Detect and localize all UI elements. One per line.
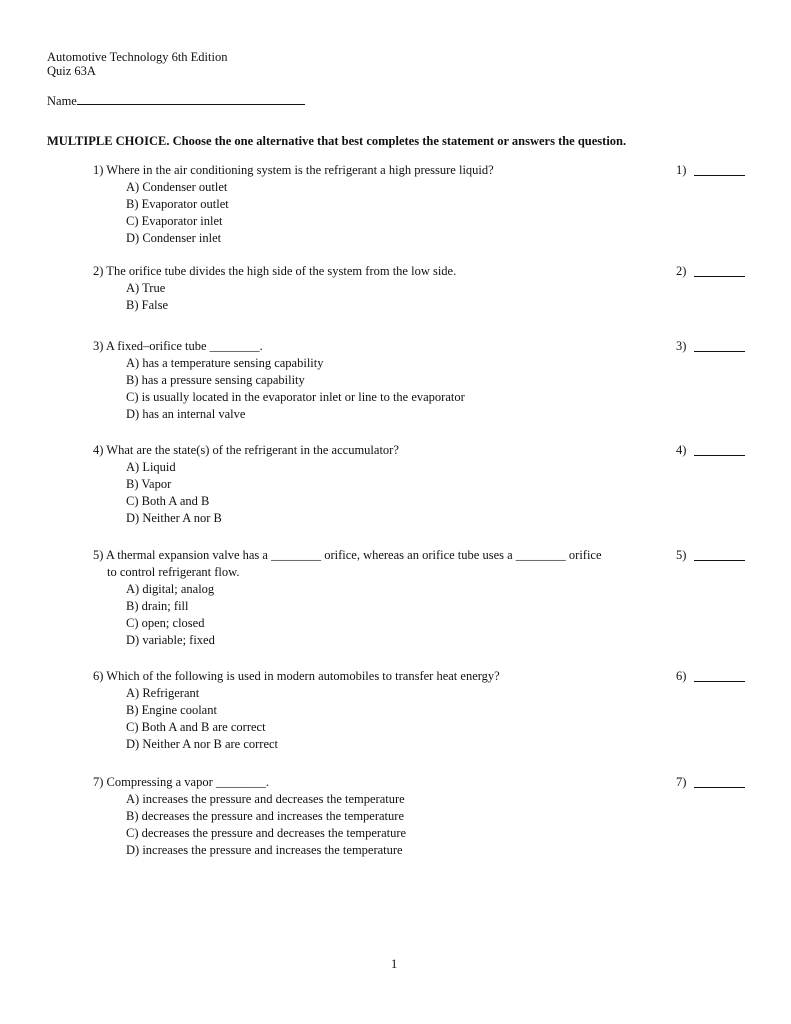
- question-5: [93, 547, 743, 649]
- question-7: [93, 774, 743, 859]
- answer-option: A) digital; analog: [126, 582, 215, 596]
- answer-option: A) Refrigerant: [126, 686, 200, 700]
- answer-number: 2): [676, 264, 687, 278]
- question-4: [93, 442, 743, 527]
- answer-option: A) Condenser outlet: [126, 180, 228, 194]
- name-blank-line: [77, 92, 305, 105]
- answer-option: D) Neither A nor B are correct: [126, 737, 279, 751]
- answer-option: D) has an internal valve: [126, 407, 246, 421]
- quiz-label: Quiz 63A: [47, 64, 96, 78]
- question-1: [93, 162, 743, 247]
- answer-option: B) False: [126, 298, 169, 312]
- question-3: [93, 338, 743, 423]
- instructions: MULTIPLE CHOICE. Choose the one alternative that best completes the statement or answers the question.: [47, 134, 627, 148]
- answer-option: C) Evaporator inlet: [126, 214, 223, 228]
- name-field: [47, 92, 305, 110]
- question-text: 4) What are the state(s) of the refrigerant in the accumulator?: [93, 443, 399, 457]
- question-2: [93, 263, 743, 314]
- answer-option: D) Neither A nor B: [126, 511, 222, 525]
- answer-option: D) increases the pressure and increases the temperature: [126, 843, 403, 857]
- answer-option: C) Both A and B are correct: [126, 720, 266, 734]
- answer-number: 1): [676, 163, 687, 177]
- answer-option: A) Liquid: [126, 460, 176, 474]
- answer-blank[interactable]: [694, 560, 745, 561]
- question-text: 1) Where in the air conditioning system is the refrigerant a high pressure liquid?: [93, 163, 494, 177]
- question-text: 6) Which of the following is used in modern automobiles to transfer heat energy?: [93, 669, 500, 683]
- document-title: Automotive Technology 6th Edition: [47, 50, 228, 64]
- question-text: 3) A fixed–orifice tube ________.: [93, 339, 263, 353]
- answer-blank[interactable]: [694, 681, 745, 682]
- answer-option: B) Vapor: [126, 477, 172, 491]
- answer-number: 6): [676, 669, 687, 683]
- answer-option: B) Engine coolant: [126, 703, 217, 717]
- answer-blank[interactable]: [694, 455, 745, 456]
- answer-blank[interactable]: [694, 787, 745, 788]
- name-label: Name: [47, 94, 77, 108]
- answer-number: 5): [676, 548, 687, 562]
- answer-number: 4): [676, 443, 687, 457]
- answer-option: B) Evaporator outlet: [126, 197, 229, 211]
- answer-option: B) decreases the pressure and increases the temperature: [126, 809, 404, 823]
- answer-option: C) decreases the pressure and decreases the temperature: [126, 826, 407, 840]
- answer-option: D) variable; fixed: [126, 633, 215, 647]
- question-text: 2) The orifice tube divides the high side of the system from the low side.: [93, 264, 457, 278]
- answer-blank[interactable]: [694, 175, 745, 176]
- answer-blank[interactable]: [694, 351, 745, 352]
- question-text-continued: to control refrigerant flow.: [107, 565, 240, 579]
- page-number: 1: [391, 957, 398, 971]
- answer-blank[interactable]: [694, 276, 745, 277]
- question-6: [93, 668, 743, 753]
- answer-option: A) has a temperature sensing capability: [126, 356, 324, 370]
- answer-option: B) drain; fill: [126, 599, 189, 613]
- answer-option: B) has a pressure sensing capability: [126, 373, 305, 387]
- answer-option: C) Both A and B: [126, 494, 210, 508]
- answer-option: A) True: [126, 281, 166, 295]
- answer-option: A) increases the pressure and decreases the temperature: [126, 792, 405, 806]
- question-text: 7) Compressing a vapor ________.: [93, 775, 270, 789]
- answer-number: 7): [676, 775, 687, 789]
- answer-option: C) is usually located in the evaporator inlet or line to the evaporator: [126, 390, 465, 404]
- answer-number: 3): [676, 339, 687, 353]
- question-text: 5) A thermal expansion valve has a ________ orifice, whereas an orifice tube uses a ________ orifice: [93, 548, 602, 562]
- answer-option: D) Condenser inlet: [126, 231, 222, 245]
- answer-option: C) open; closed: [126, 616, 205, 630]
